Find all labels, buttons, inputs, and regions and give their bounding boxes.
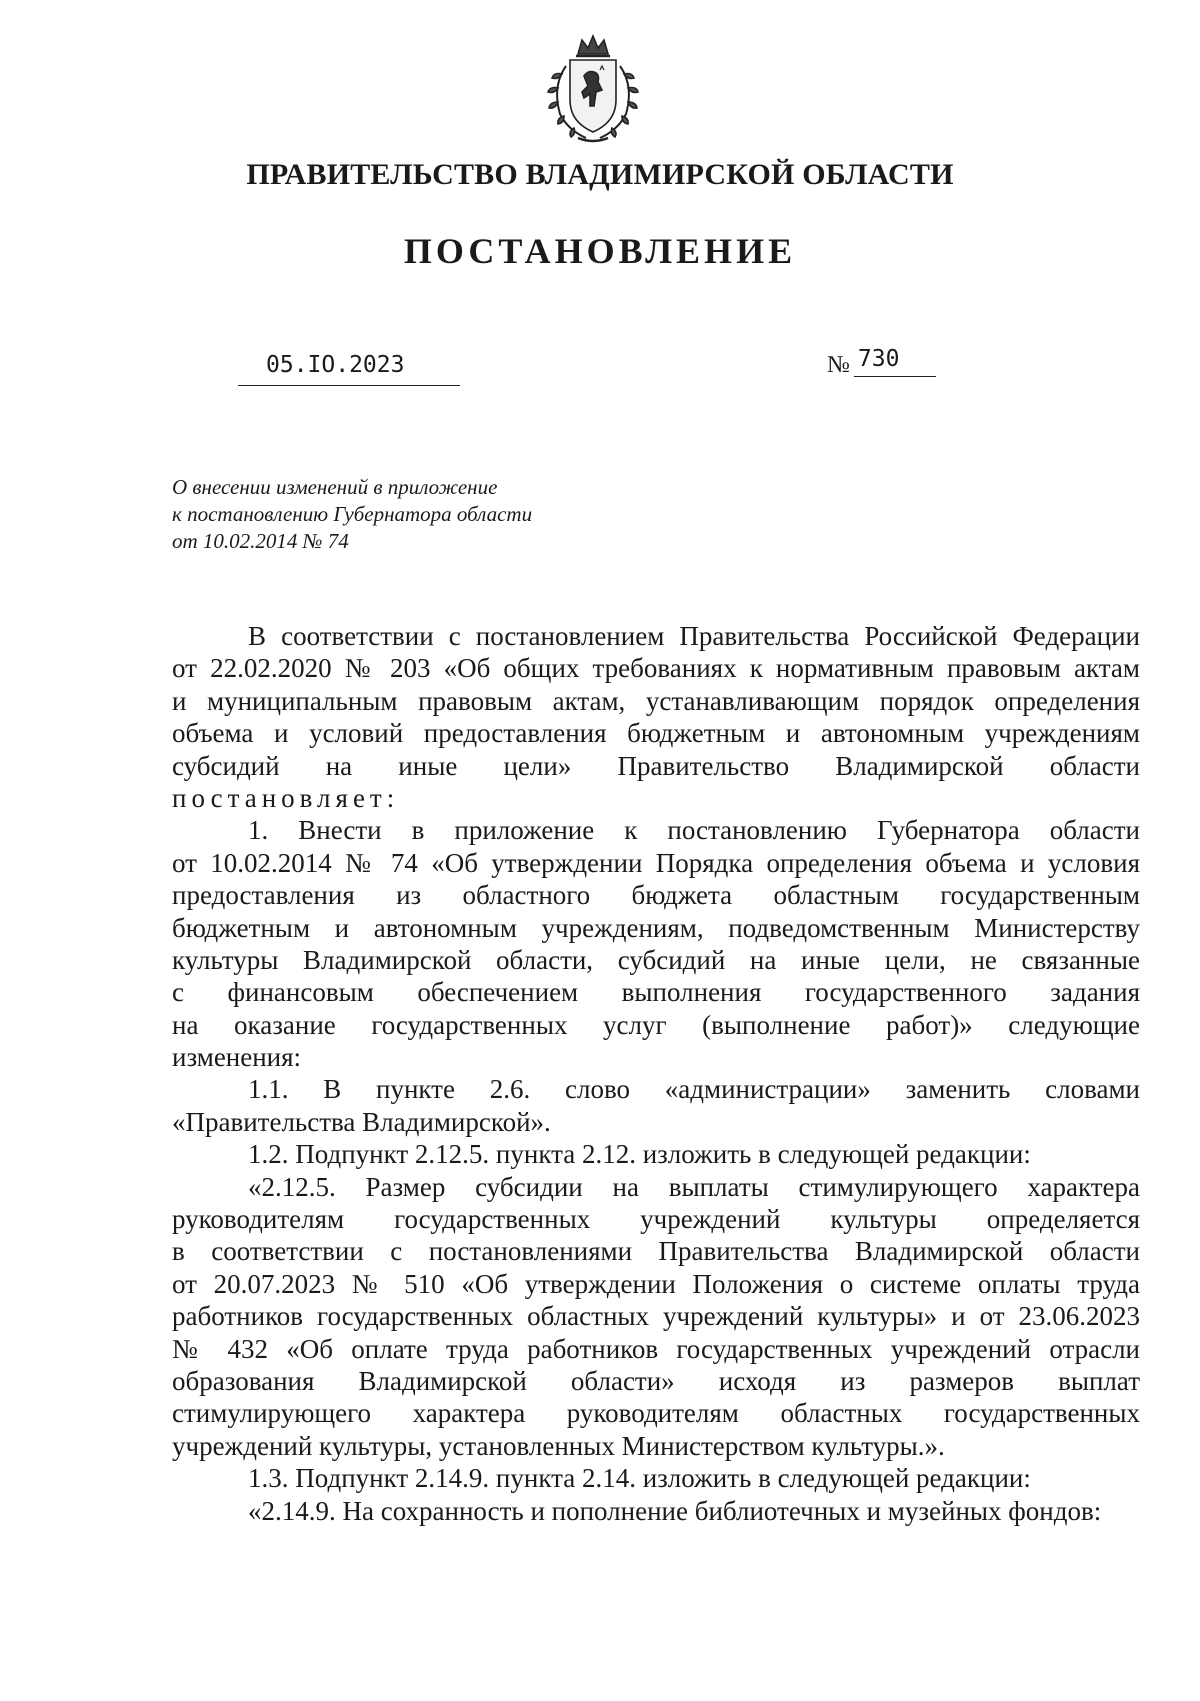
- document-number: 730: [854, 342, 936, 377]
- body-line: субсидий на иные цели» Правительство Владимирской области: [172, 750, 1140, 781]
- body-line: работников государственных областных учреждений культуры» и от 23.06.2023: [172, 1301, 1140, 1332]
- body-line: стимулирующего характера руководителям областных государственных: [172, 1398, 1140, 1429]
- body-line: от 10.02.2014 № 74 «Об утверждении Порядка определения объема и условия: [172, 847, 1140, 878]
- body-line: в соответствии с постановлениями Правительства Владимирской области: [172, 1236, 1140, 1267]
- subject-line: от 10.02.2014 № 74: [172, 529, 349, 553]
- body-line: предоставления из областного бюджета областным государственным: [172, 880, 1140, 911]
- body-line: объема и условий предоставления бюджетным и автономным учреждениям: [172, 718, 1140, 749]
- body-line: бюджетным и автономным учреждениям, подведомственным Министерству: [172, 912, 1140, 943]
- body-line: изменения:: [172, 1042, 302, 1073]
- subject-line: к постановлению Губернатора области: [172, 502, 533, 526]
- body-line: «Правительства Владимирской».: [172, 1106, 551, 1137]
- body-line: 1.1. В пункте 2.6. слово «администрации» заменить словами: [248, 1074, 1140, 1105]
- organization-title: ПРАВИТЕЛЬСТВО ВЛАДИМИРСКОЙ ОБЛАСТИ: [246, 158, 954, 191]
- body-line: постановляет:: [172, 782, 400, 813]
- body-line: «2.14.9. На сохранность и пополнение библиотечных и музейных фондов:: [248, 1495, 1102, 1526]
- body-line: учреждений культуры, установленных Министерством культуры.».: [172, 1430, 945, 1461]
- document-subject: [172, 474, 612, 555]
- document-date: 05.IO.2023: [238, 348, 460, 386]
- body-line: 1. Внести в приложение к постановлению Губернатора области: [248, 815, 1140, 846]
- body-line: 1.2. Подпункт 2.12.5. пункта 2.12. изложить в следующей редакции:: [248, 1139, 1031, 1170]
- subject-line: О внесении изменений в приложение: [172, 475, 498, 499]
- body-line: образования Владимирской области» исходя из размеров выплат: [172, 1365, 1140, 1396]
- document-body: [172, 620, 1140, 1527]
- document-type-title: ПОСТАНОВЛЕНИЕ: [403, 231, 797, 271]
- body-line: культуры Владимирской области, субсидий на иные цели, не связанные: [172, 944, 1140, 975]
- coat-of-arms-emblem: [538, 30, 648, 146]
- body-line: с финансовым обеспечением выполнения государственного задания: [172, 977, 1140, 1008]
- body-line: «2.12.5. Размер субсидии на выплаты стимулирующего характера: [248, 1171, 1140, 1202]
- body-line: руководителям государственных учреждений культуры определяется: [172, 1204, 1140, 1235]
- body-line: от 22.02.2020 № 203 «Об общих требованиях к нормативным правовым актам: [172, 653, 1140, 684]
- body-line: и муниципальным правовым актам, устанавливающим порядок определения: [172, 685, 1140, 716]
- body-line: от 20.07.2023 № 510 «Об утверждении Положения о системе оплаты труда: [172, 1268, 1140, 1299]
- body-line: № 432 «Об оплате труда работников государственных учреждений отрасли: [172, 1333, 1140, 1364]
- body-line: В соответствии с постановлением Правительства Российской Федерации: [248, 621, 1140, 651]
- body-line: 1.3. Подпункт 2.14.9. пункта 2.14. изложить в следующей редакции:: [248, 1463, 1031, 1494]
- number-sign: №: [827, 352, 850, 378]
- body-line: на оказание государственных услуг (выполнение работ)» следующие: [172, 1009, 1140, 1040]
- document-number-block: [827, 348, 936, 386]
